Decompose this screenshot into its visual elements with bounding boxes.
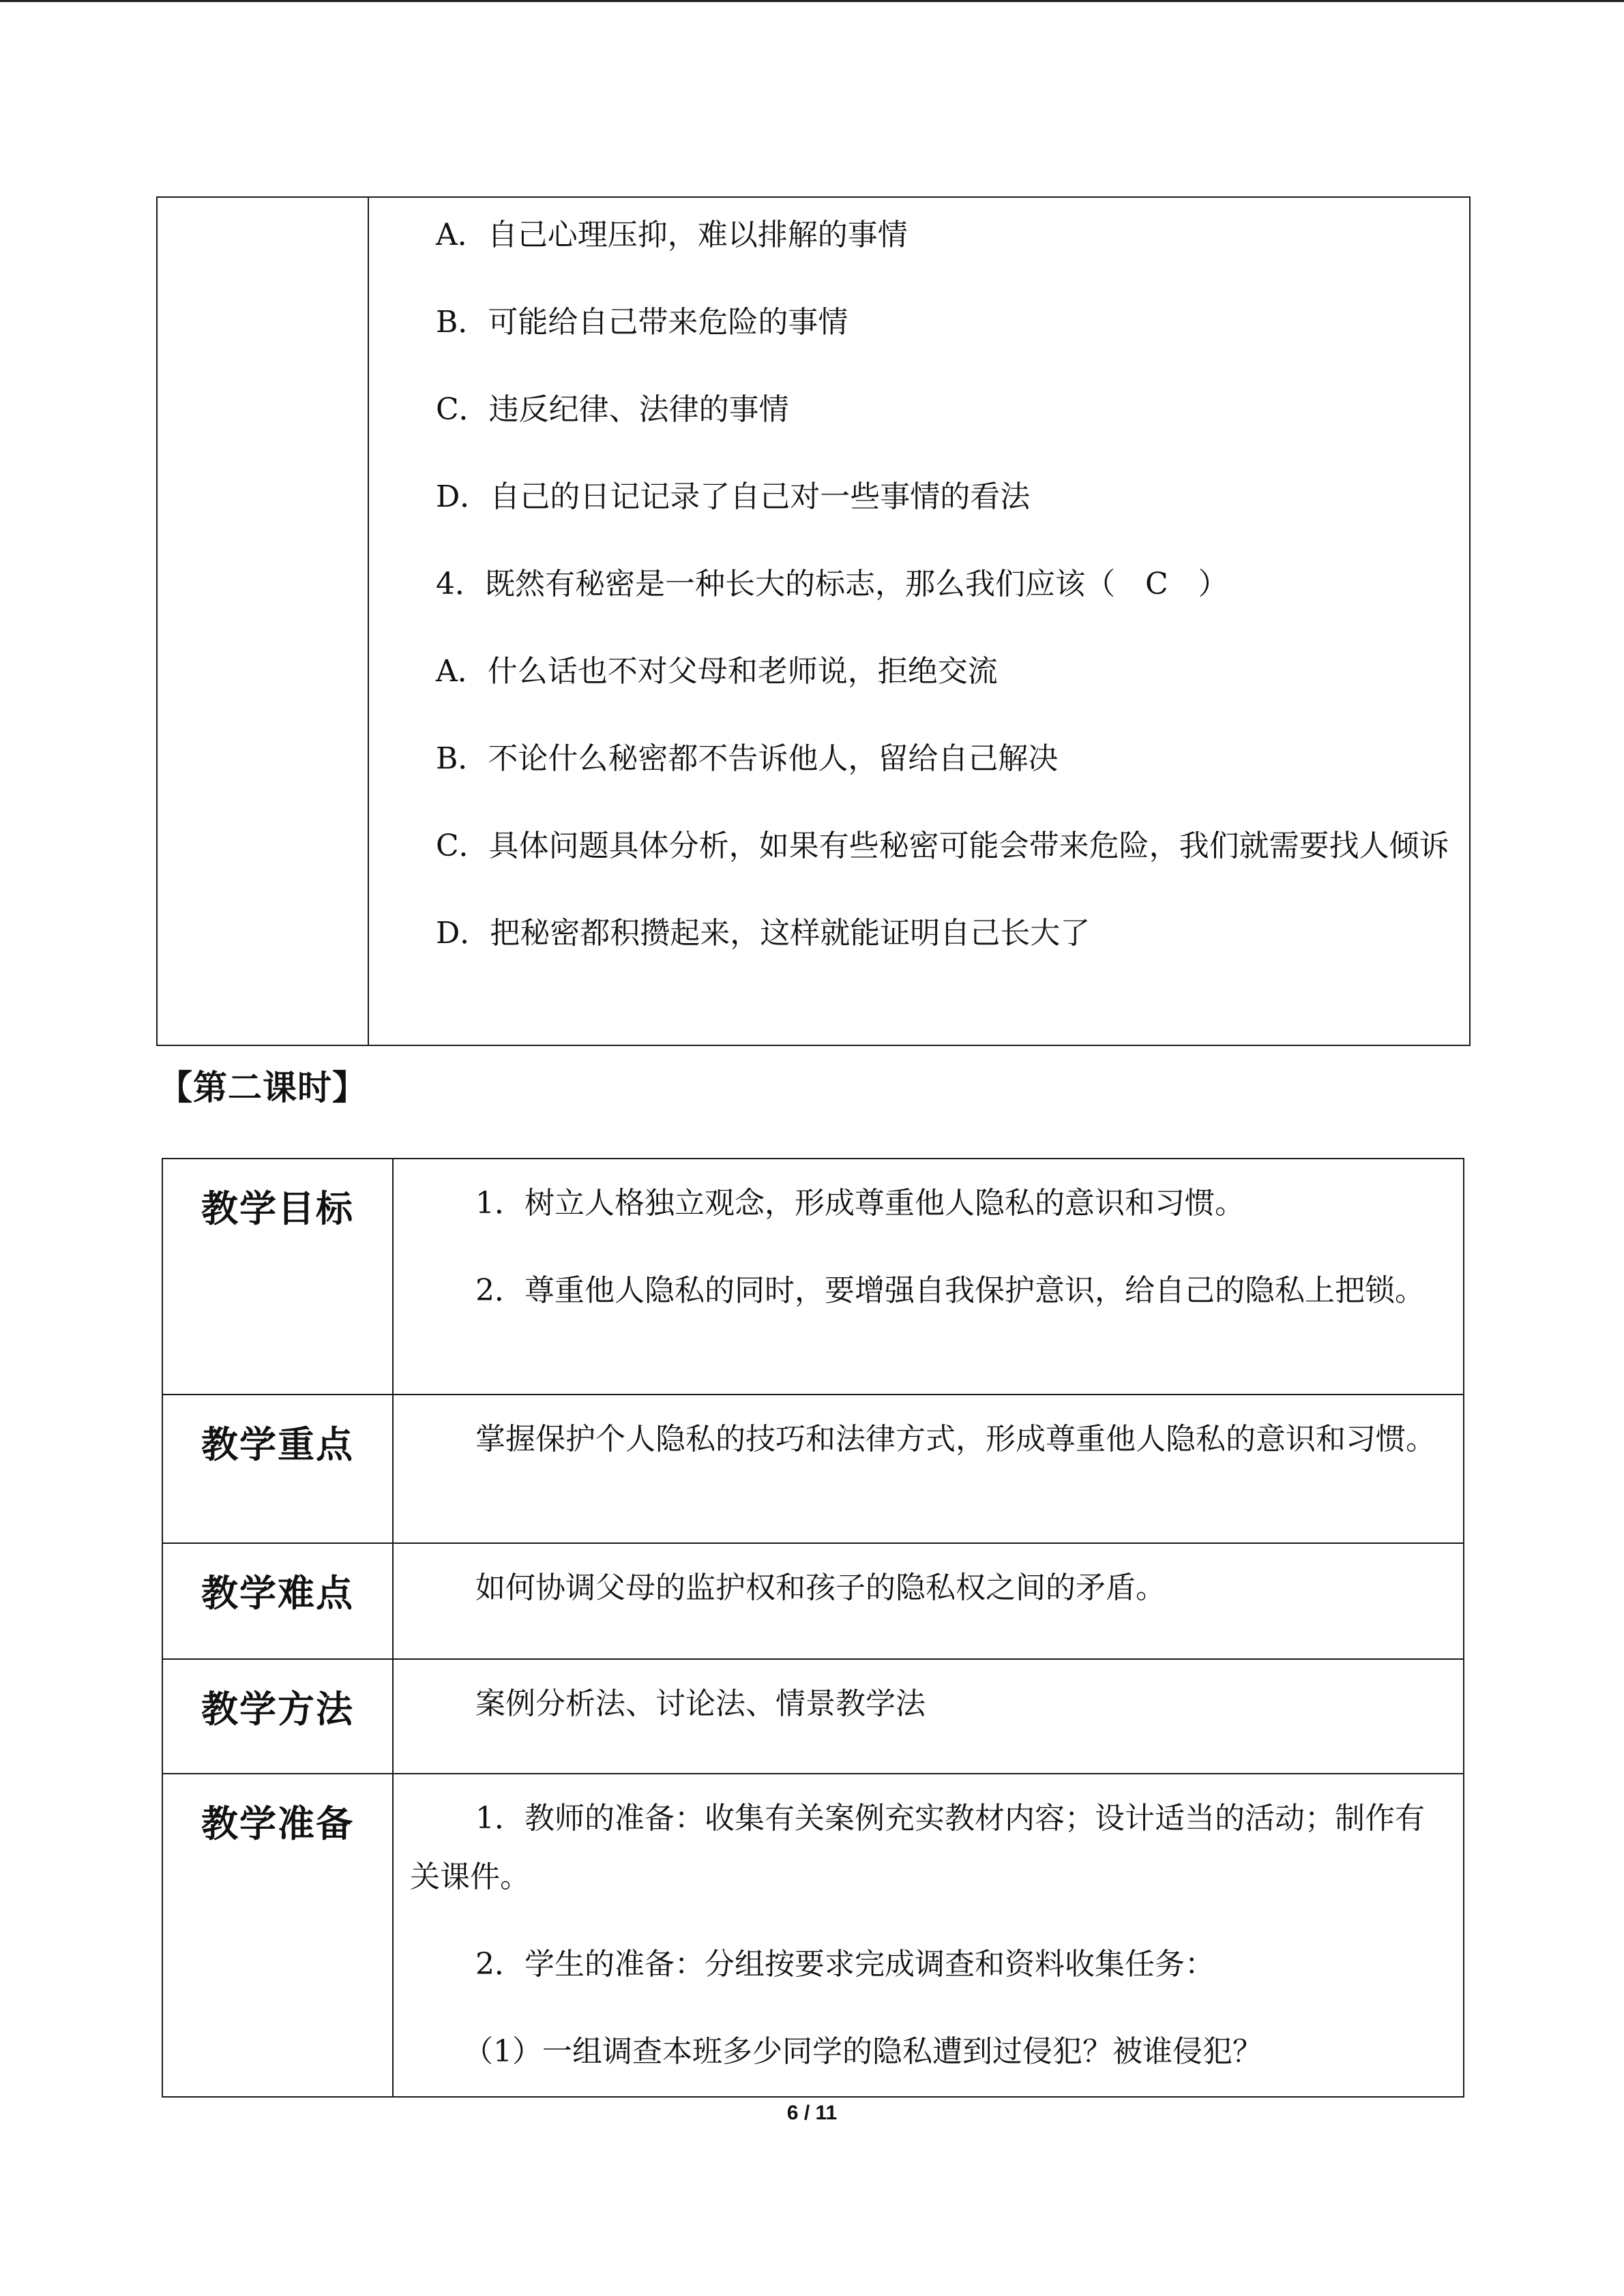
content-paragraph: 2．学生的准备：分组按要求完成调查和资料收集任务： (475, 1947, 1215, 1982)
option-line: B．不论什么秘密都不告诉他人，留给自己解决 (436, 741, 1059, 776)
row-content (393, 1395, 1464, 1543)
table-row (162, 1159, 1464, 1395)
lesson-plan-table (162, 1158, 1464, 2098)
option-line: C．具体问题具体分析，如果有些秘密可能会带来危险，我们就需要找人倾诉 (436, 829, 1449, 863)
table-row (157, 197, 1470, 1045)
content-paragraph: 如何协调父母的监护权和孩子的隐私权之间的矛盾。 (475, 1570, 1166, 1605)
option-line: A．什么话也不对父母和老师说，拒绝交流 (436, 654, 998, 689)
question-cell (368, 197, 1470, 1045)
row-label: 教学难点 (162, 1543, 393, 1659)
content-paragraph: （1）一组调查本班多少同学的隐私遭到过侵犯？被谁侵犯？ (463, 2034, 1263, 2069)
page-top-border (0, 0, 1624, 2)
table-row (162, 1395, 1464, 1543)
page-number: 6 / 11 (786, 2102, 838, 2124)
option-line: D．自己的日记记录了自己对一些事情的看法 (436, 479, 1031, 514)
content-paragraph: 1．树立人格独立观念，形成尊重他人隐私的意识和习惯。 (475, 1186, 1245, 1221)
row-label: 教学准备 (162, 1774, 393, 2097)
question-table (156, 196, 1471, 1046)
row-content (393, 1159, 1464, 1395)
option-line: C．违反纪律、法律的事情 (436, 392, 789, 427)
row-label: 教学方法 (162, 1659, 393, 1774)
content-paragraph: 2．尊重他人隐私的同时，要增强自我保护意识，给自己的隐私上把锁。 (475, 1273, 1425, 1308)
row-content (393, 1543, 1464, 1659)
section-title: 【第二课时】 (158, 1068, 367, 1107)
option-line: A．自己心理压抑，难以排解的事情 (436, 218, 908, 252)
table-row (162, 1543, 1464, 1659)
option-line: D．把秘密都积攒起来，这样就能证明自己长大了 (436, 916, 1091, 951)
row-content (393, 1659, 1464, 1774)
empty-left-cell (157, 197, 368, 1045)
content-paragraph: 掌握保护个人隐私的技巧和法律方式，形成尊重他人隐私的意识和习惯。 (475, 1422, 1436, 1457)
row-label: 教学重点 (162, 1395, 393, 1543)
option-line: B．可能给自己带来危险的事情 (436, 305, 848, 340)
table-row (162, 1659, 1464, 1774)
question-line: 4．既然有秘密是一种长大的标志，那么我们应该（ C ） (436, 567, 1228, 601)
row-label: 教学目标 (162, 1159, 393, 1395)
content-paragraph: 1．教师的准备：收集有关案例充实教材内容；设计适当的活动；制作有关课件。 (410, 1801, 1425, 1894)
table-row (162, 1774, 1464, 2097)
row-content (393, 1774, 1464, 2097)
content-paragraph: 案例分析法、讨论法、情景教学法 (475, 1686, 926, 1721)
